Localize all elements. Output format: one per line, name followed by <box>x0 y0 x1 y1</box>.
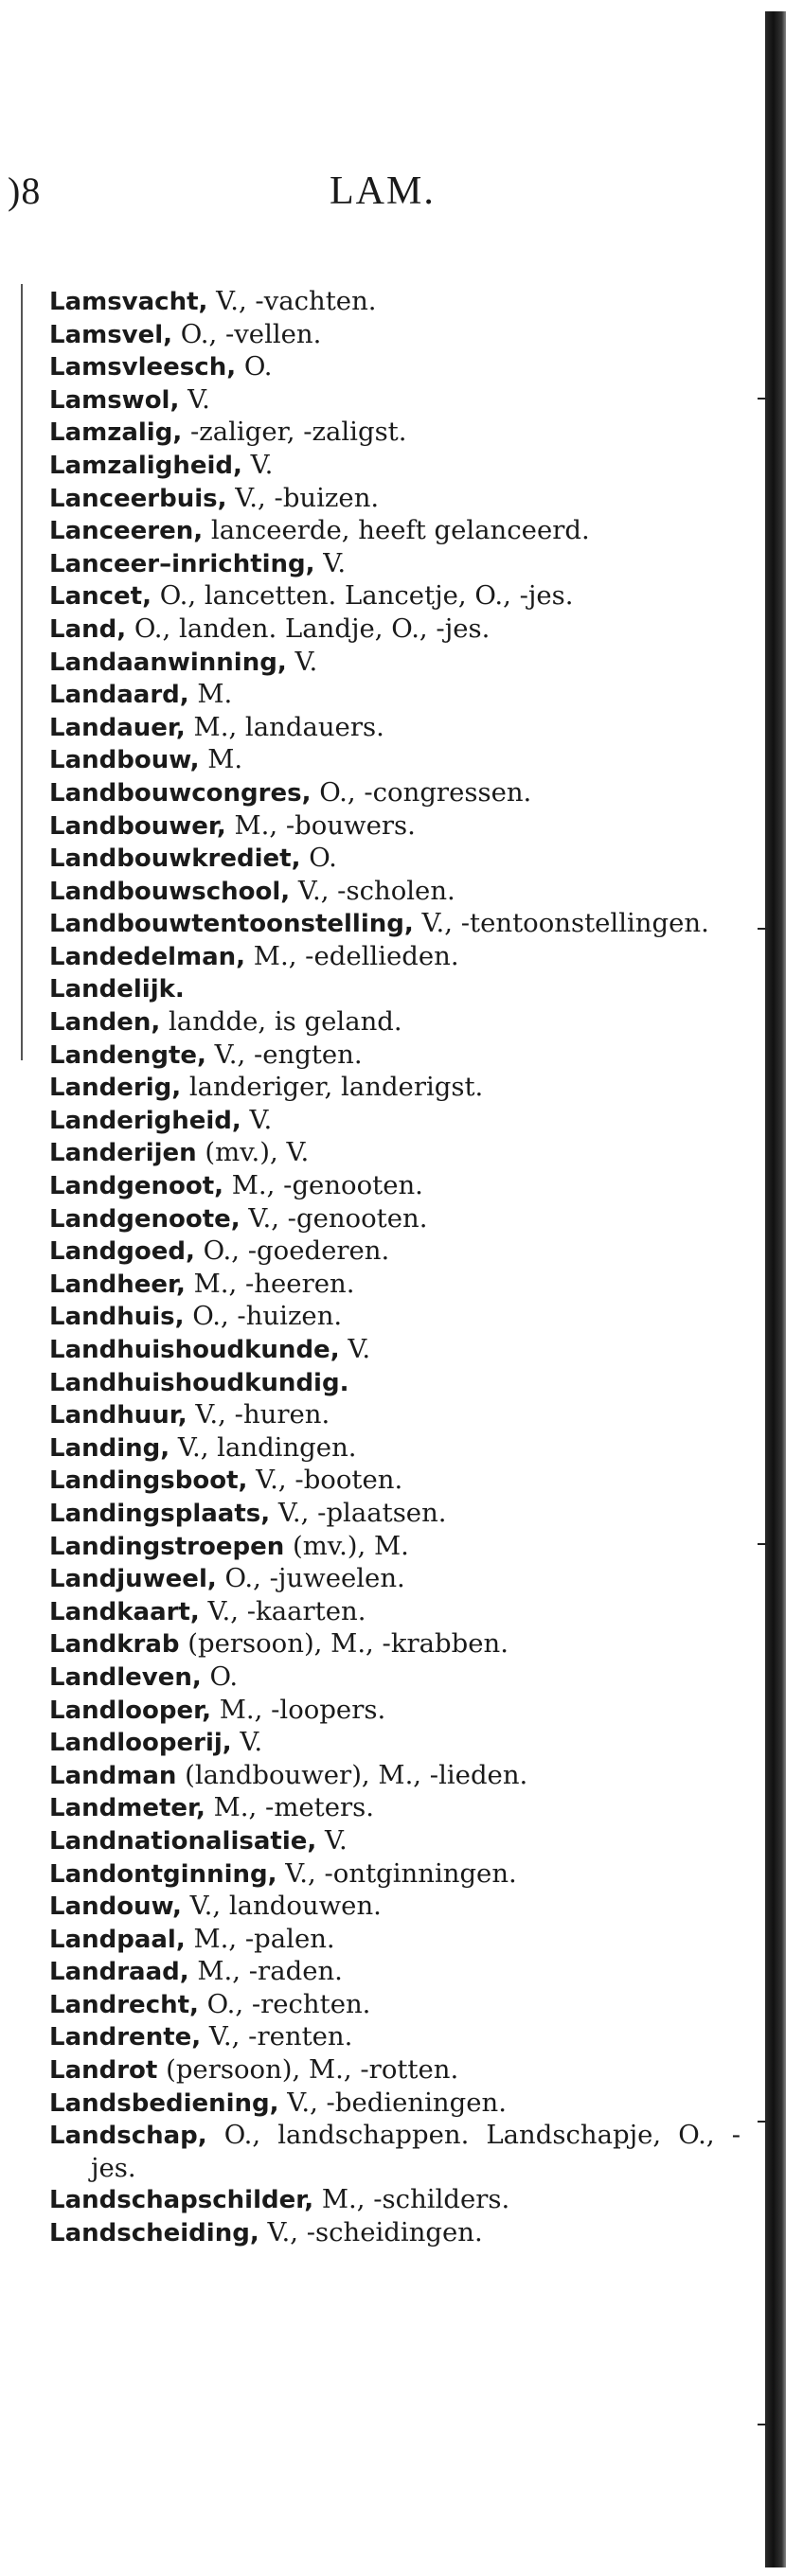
dictionary-entry <box>49 351 741 384</box>
entry-headword: Landleven, <box>49 1662 202 1692</box>
entry-definition: O. <box>300 843 337 874</box>
dictionary-entry <box>49 2217 741 2250</box>
dictionary-entry <box>49 2087 741 2121</box>
entry-headword: Landjuweel, <box>49 1565 217 1594</box>
entry-definition: O., -rechten. <box>198 1988 371 2019</box>
entry-definition: O., -vellen. <box>172 318 322 349</box>
entry-headword: Lanceeren, <box>49 517 204 546</box>
dictionary-entry <box>49 1137 741 1170</box>
binding-edge-mark <box>758 2424 769 2425</box>
entry-definition: M., -genooten. <box>223 1170 423 1201</box>
entry-headword: Landauer, <box>49 713 186 742</box>
entry-definition: M., -meters. <box>205 1792 374 1823</box>
entry-definition: V., -engten. <box>205 1039 363 1070</box>
entry-headword: Landschap, <box>49 2122 207 2151</box>
entry-headword: Landerijen <box>49 1139 197 1168</box>
dictionary-entry <box>49 1367 741 1400</box>
entry-headword: Landhuishoudkunde, <box>49 1336 340 1364</box>
entry-definition: V., -buizen. <box>226 482 380 513</box>
entry-headword: Landingstroepen <box>49 1532 285 1561</box>
dictionary-entry <box>49 2120 741 2184</box>
dictionary-entry <box>49 1924 741 1957</box>
entry-definition: (mv.), M. <box>284 1530 409 1561</box>
entry-definition: O. <box>236 351 273 382</box>
entry-headword: Lamswol, <box>49 385 180 415</box>
dictionary-entry <box>49 908 741 941</box>
entry-definition: V., -kaarten. <box>199 1595 366 1626</box>
entry-definition: lanceerde, heeft gelanceerd. <box>203 515 590 546</box>
entry-headword: Landbouwtentoonstelling, <box>49 910 414 939</box>
entry-definition: V., -renten. <box>201 2021 353 2052</box>
dictionary-entry <box>49 1989 741 2022</box>
dictionary-entry <box>49 843 741 876</box>
entry-definition: (mv.), V. <box>196 1137 310 1168</box>
entry-headword: Landgenoote, <box>49 1204 241 1234</box>
entry-definition: V. <box>314 547 347 578</box>
entry-headword: Landrente, <box>49 2023 202 2052</box>
dictionary-entry <box>49 1399 741 1432</box>
dictionary-entry <box>49 483 741 516</box>
entry-definition: (persoon), M., -krabben. <box>179 1628 509 1660</box>
entry-headword: Landbouwkrediet, <box>49 844 301 874</box>
entry-definition: V., -tentoonstellingen. <box>413 908 709 939</box>
dictionary-entry <box>49 1301 741 1334</box>
entry-headword: Landbouwcongres, <box>49 778 312 808</box>
entry-headword: Landrecht, <box>49 1990 199 2019</box>
entry-headword: Lamsvel, <box>49 320 173 349</box>
entry-definition: V. <box>339 1334 371 1364</box>
entry-definition: (landbouwer), M., -lieden. <box>176 1759 528 1790</box>
dictionary-entry <box>49 2054 741 2087</box>
dictionary-entry <box>49 1760 741 1793</box>
dictionary-entry-list <box>49 286 741 2250</box>
entry-headword: Landelijk. <box>49 975 185 1004</box>
entry-definition: V. <box>179 383 210 415</box>
entry-headword: Landbouwer, <box>49 811 226 841</box>
entry-headword: Landman <box>49 1761 177 1790</box>
dictionary-entry <box>49 613 741 647</box>
entry-headword: Landscheiding, <box>49 2219 259 2248</box>
dictionary-entry <box>49 1235 741 1269</box>
entry-definition: O., landen. Landje, O., -jes. <box>126 613 491 644</box>
entry-headword: Lamzalig, <box>49 418 183 448</box>
dictionary-entry <box>49 450 741 483</box>
entry-definition: O. <box>201 1661 239 1692</box>
entry-headword: Landgenoot, <box>49 1172 224 1201</box>
entry-headword: Lanceerbuis, <box>49 484 227 513</box>
dictionary-entry <box>49 1269 741 1302</box>
entry-definition: M., -heeren. <box>185 1268 355 1299</box>
entry-definition: V. <box>286 646 318 677</box>
dictionary-entry <box>49 1695 741 1728</box>
entry-headword: Landedelman, <box>49 942 246 971</box>
dictionary-entry <box>49 941 741 974</box>
dictionary-entry <box>49 286 741 319</box>
dictionary-entry <box>49 1006 741 1039</box>
entry-headword: Landontginning, <box>49 1859 277 1889</box>
entry-headword: Landingsboot, <box>49 1466 248 1496</box>
entry-definition: M., -edellieden. <box>245 940 459 971</box>
entry-definition: M., -schilders. <box>313 2184 510 2215</box>
dictionary-entry <box>49 1956 741 1989</box>
entry-headword: Landschapschilder, <box>49 2186 314 2215</box>
entry-definition: V., -ontginningen. <box>277 1857 517 1889</box>
entry-headword: Landen, <box>49 1008 161 1038</box>
entry-definition: landde, is geland. <box>160 1006 402 1038</box>
entry-headword: Landingsplaats, <box>49 1499 271 1528</box>
dictionary-entry <box>49 548 741 581</box>
entry-definition: O., -juweelen. <box>216 1563 405 1594</box>
dictionary-entry <box>49 580 741 613</box>
entry-headword: Landgoed, <box>49 1237 195 1267</box>
dictionary-entry <box>49 515 741 548</box>
entry-definition: landeriger, landerigst. <box>181 1072 484 1103</box>
entry-definition: M., -loopers. <box>211 1694 386 1725</box>
entry-headword: Landbouw, <box>49 746 200 775</box>
dictionary-entry <box>49 744 741 777</box>
binding-edge-mark <box>758 2121 769 2123</box>
dictionary-entry <box>49 1432 741 1466</box>
entry-headword: Landbouwschool, <box>49 877 291 906</box>
entry-headword: Landrot <box>49 2056 158 2086</box>
dictionary-entry <box>49 417 741 450</box>
binding-edge-mark <box>758 928 769 930</box>
dictionary-entry <box>49 1661 741 1695</box>
entry-headword: Landaanwinning, <box>49 648 287 677</box>
entry-definition: V., -scholen. <box>290 875 455 906</box>
entry-headword: Landnationalisatie, <box>49 1826 317 1856</box>
dictionary-entry <box>49 1203 741 1236</box>
entry-definition: V. <box>316 1824 348 1856</box>
entry-definition: O., landschappen. Landschapje, O., -jes. <box>91 2120 741 2183</box>
dictionary-entry <box>49 973 741 1006</box>
entry-headword: Lanceer–inrichting, <box>49 549 315 578</box>
entry-headword: Landpaal, <box>49 1925 186 1954</box>
entry-definition: V., -booten. <box>247 1465 403 1496</box>
entry-headword: Lancet, <box>49 582 152 612</box>
entry-headword: Lamzaligheid, <box>49 451 242 480</box>
entry-definition: V., -scheidingen. <box>259 2217 483 2248</box>
entry-definition: O., -huizen. <box>184 1301 343 1332</box>
entry-definition: M. <box>199 744 243 775</box>
dictionary-entry <box>49 1170 741 1203</box>
entry-headword: Landlooper, <box>49 1696 211 1725</box>
entry-headword: Landheer, <box>49 1270 186 1299</box>
entry-definition: V., -huren. <box>187 1399 330 1430</box>
entry-definition: M., -raden. <box>188 1956 343 1987</box>
entry-definition: V. <box>231 1727 263 1758</box>
entry-headword: Landsbediening, <box>49 2088 279 2118</box>
dictionary-entry <box>49 384 741 417</box>
dictionary-entry <box>49 1039 741 1073</box>
entry-definition: V., -vachten. <box>207 286 377 316</box>
entry-headword: Landerig, <box>49 1074 182 1103</box>
dictionary-entry <box>49 1105 741 1138</box>
dictionary-entry <box>49 319 741 352</box>
entry-headword: Landkrab <box>49 1630 180 1660</box>
dictionary-entry <box>49 777 741 810</box>
entry-headword: Landouw, <box>49 1892 182 1922</box>
dictionary-entry <box>49 1334 741 1367</box>
dictionary-entry <box>49 1792 741 1825</box>
dictionary-entry <box>49 2021 741 2054</box>
dictionary-entry <box>49 2184 741 2217</box>
entry-headword: Landengte, <box>49 1040 206 1070</box>
entry-definition: V., -bedieningen. <box>278 2087 507 2118</box>
entry-definition: V., landouwen. <box>181 1891 382 1922</box>
dictionary-entry <box>49 1498 741 1531</box>
entry-headword: Landhuishoudkundig. <box>49 1368 349 1397</box>
entry-definition: O., lancetten. Lancetje, O., -jes. <box>151 580 574 612</box>
dictionary-entry <box>49 876 741 909</box>
dictionary-entry <box>49 647 741 680</box>
entry-definition: V. <box>241 449 274 480</box>
entry-definition: V., -genooten. <box>240 1202 428 1234</box>
entry-definition: -zaliger, -zaligst. <box>182 417 407 448</box>
entry-headword: Landmeter, <box>49 1794 205 1823</box>
entry-headword: Landerigheid, <box>49 1106 241 1135</box>
entry-definition: O., -congressen. <box>311 776 532 808</box>
page-binding-edge <box>765 11 786 2567</box>
entry-headword: Landhuis, <box>49 1303 185 1332</box>
entry-definition: M. <box>188 679 233 710</box>
entry-definition: (persoon), M., -rotten. <box>157 2054 459 2086</box>
entry-headword: Lamsvleesch, <box>49 353 237 382</box>
entry-headword: Landlooperij, <box>49 1729 232 1758</box>
entry-headword: Lamsvacht, <box>49 288 208 316</box>
left-margin-rule <box>21 284 23 1060</box>
dictionary-entry <box>49 1465 741 1498</box>
entry-headword: Landkaart, <box>49 1597 200 1626</box>
binding-edge-mark <box>758 398 769 400</box>
entry-definition: V. <box>241 1104 273 1135</box>
page-header-title: LAM. <box>330 169 436 213</box>
dictionary-entry <box>49 679 741 712</box>
entry-headword: Landaard, <box>49 681 189 710</box>
entry-headword: Landhuur, <box>49 1401 187 1430</box>
dictionary-entry <box>49 1628 741 1661</box>
dictionary-entry <box>49 810 741 844</box>
page-number: )8 <box>8 169 42 212</box>
entry-headword: Landing, <box>49 1433 170 1463</box>
dictionary-entry <box>49 1596 741 1629</box>
entry-definition: M., landauers. <box>185 711 384 742</box>
entry-definition: M., -palen. <box>185 1923 335 1954</box>
entry-definition: O., -goederen. <box>194 1235 390 1267</box>
dictionary-entry <box>49 1563 741 1596</box>
entry-definition: V., -plaatsen. <box>270 1497 447 1528</box>
entry-headword: Land, <box>49 614 127 644</box>
dictionary-entry <box>49 1825 741 1858</box>
dictionary-entry <box>49 1858 741 1892</box>
dictionary-entry <box>49 1531 741 1564</box>
dictionary-entry <box>49 1727 741 1760</box>
dictionary-entry <box>49 1891 741 1924</box>
binding-edge-mark <box>758 1543 769 1545</box>
entry-definition: V., landingen. <box>170 1431 357 1463</box>
entry-headword: Landraad, <box>49 1958 189 1987</box>
dictionary-entry <box>49 1072 741 1105</box>
dictionary-entry <box>49 712 741 745</box>
entry-definition: M., -bouwers. <box>225 809 416 841</box>
